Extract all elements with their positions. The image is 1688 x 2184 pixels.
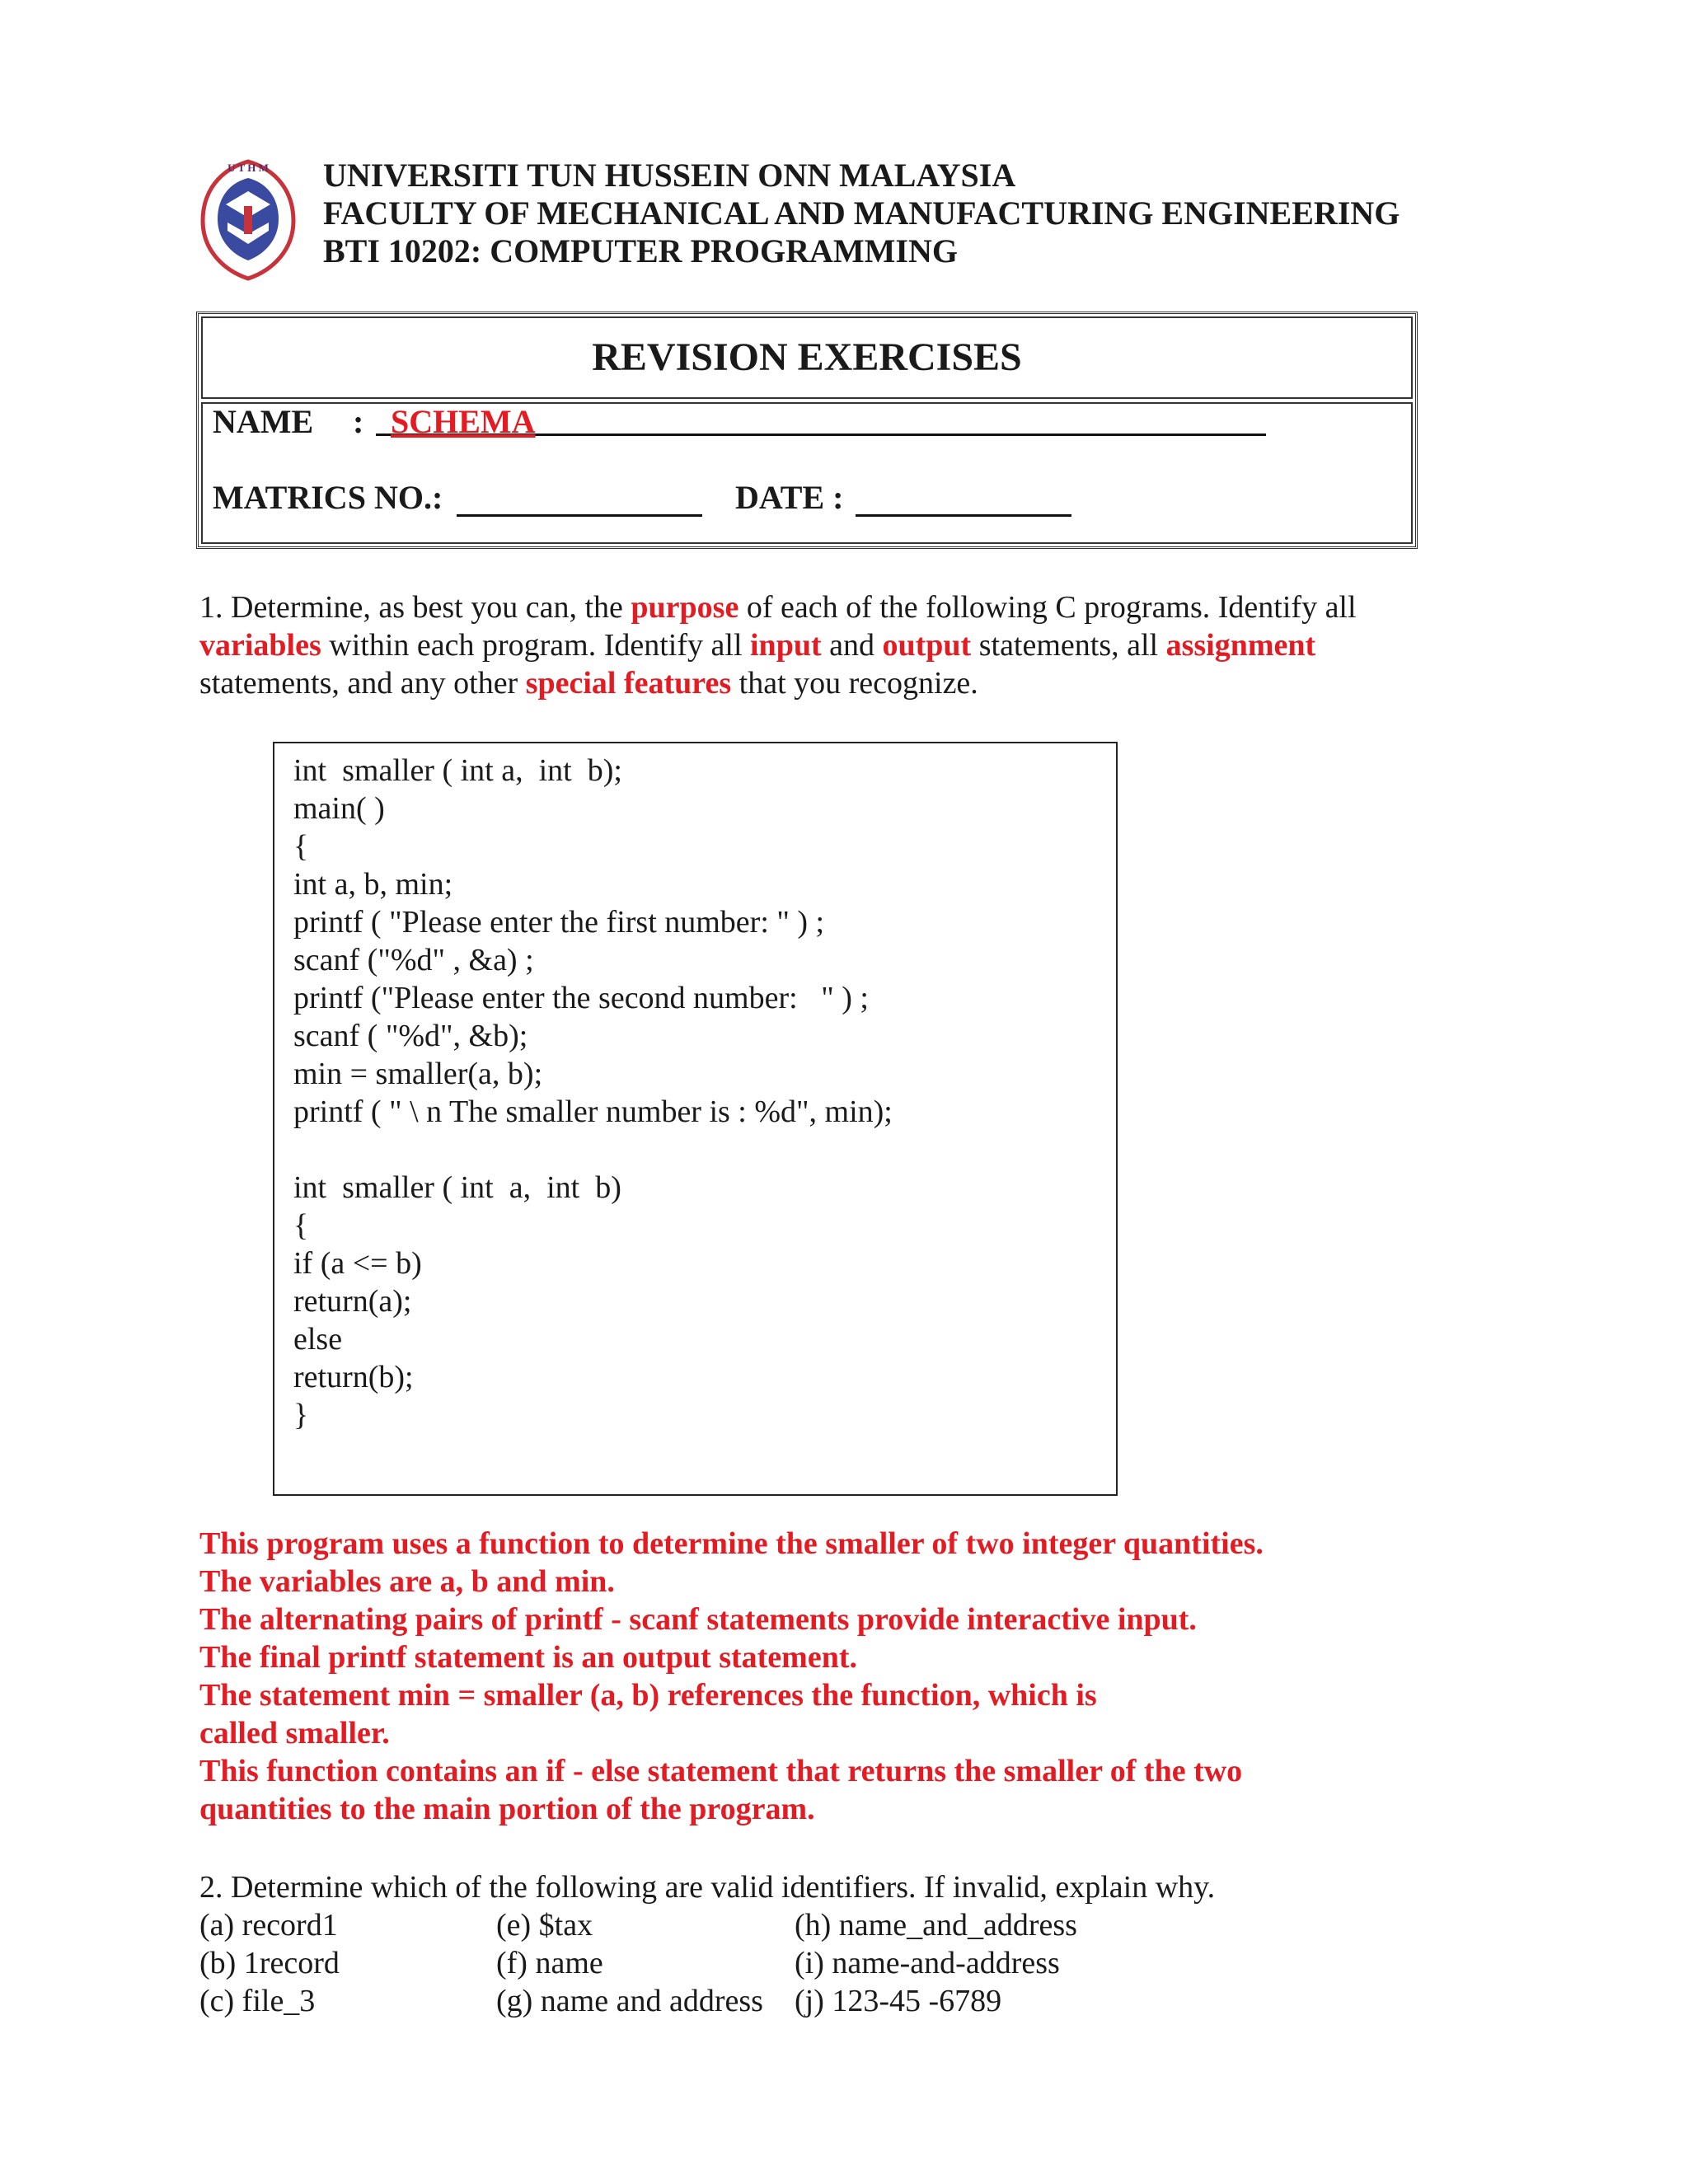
code-line: int smaller ( int a, int b); — [293, 753, 622, 788]
date-label: DATE : — [735, 479, 844, 516]
option-item: (j) 123-45 -6789 — [795, 1984, 1002, 2018]
code-line: { — [293, 1208, 309, 1243]
q1-line-1: 1. Determine, as best you can, the purpose of each of the following C programs. Identify all — [199, 590, 1357, 625]
code-line: printf ( " \ n The smaller number is : %d", min); — [293, 1094, 893, 1129]
university-name: UNIVERSITI TUN HUSSEIN ONN MALAYSIA — [323, 157, 1016, 194]
option-item: (f) name — [496, 1946, 603, 1980]
answer-line: This function contains an if - else statement that returns the smaller of the two — [199, 1754, 1243, 1788]
code-line: scanf ( "%d", &b); — [293, 1019, 528, 1053]
code-line: int smaller ( int a, int b) — [293, 1170, 621, 1205]
option-item: (e) $tax — [496, 1908, 593, 1943]
option-item: (i) name-and-address — [795, 1946, 1060, 1980]
q2-prompt: 2. Determine which of the following are valid identifiers. If invalid, explain why. — [199, 1870, 1216, 1905]
code-line: main( ) — [293, 791, 385, 826]
answer-line: The alternating pairs of printf - scanf statements provide interactive input. — [199, 1602, 1197, 1637]
name-label: NAME — [213, 403, 314, 440]
code-line: } — [293, 1398, 309, 1432]
q2-column-1 — [199, 1906, 340, 2020]
university-logo — [195, 155, 302, 283]
name-value: SCHEMA — [391, 403, 536, 440]
date-field[interactable] — [856, 483, 1071, 517]
code-line: return(a); — [293, 1284, 412, 1319]
code-line: scanf ("%d" , &a) ; — [293, 943, 534, 977]
code-line: int a, b, min; — [293, 867, 453, 902]
title-row — [201, 316, 1413, 399]
name-separator: : — [353, 403, 364, 440]
q2-column-3 — [795, 1906, 1077, 2020]
faculty-name: FACULTY OF MECHANICAL AND MANUFACTURING ENGINEERING — [323, 194, 1400, 232]
option-item: (a) record1 — [199, 1908, 338, 1943]
code-line: return(b); — [293, 1360, 414, 1394]
matrics-label: MATRICS NO.: — [213, 479, 443, 516]
q1-line-3: statements, and any other special features that you recognize. — [199, 666, 978, 701]
answer-line: The statement min = smaller (a, b) references the function, which is — [199, 1678, 1097, 1713]
code-line: min = smaller(a, b); — [293, 1057, 543, 1091]
code-line: if (a <= b) — [293, 1246, 422, 1281]
option-item: (b) 1record — [199, 1946, 340, 1980]
answer-line: The variables are a, b and min. — [199, 1564, 615, 1599]
answer-line: This program uses a function to determine the smaller of two integer quantities. — [199, 1526, 1264, 1561]
svg-text:U T H M: U T H M — [227, 162, 269, 174]
code-listing — [293, 752, 893, 1434]
code-line: { — [293, 829, 309, 864]
q1-line-2: variables within each program. Identify all input and output statements, all assignment — [199, 628, 1316, 663]
matrics-field[interactable] — [457, 483, 702, 517]
answer-line: The final printf statement is an output statement. — [199, 1640, 857, 1675]
header — [323, 157, 1400, 270]
course-name: BTI 10202: COMPUTER PROGRAMMING — [323, 232, 958, 269]
code-line: printf ( "Please enter the first number: " ) ; — [293, 905, 825, 940]
answer-line: called smaller. — [199, 1716, 390, 1750]
page-title: REVISION EXERCISES — [592, 335, 1022, 379]
option-item: (g) name and address — [496, 1984, 763, 2018]
option-item: (c) file_3 — [199, 1984, 316, 2018]
q2-column-2 — [496, 1906, 763, 2020]
answer-line: quantities to the main portion of the program. — [199, 1792, 815, 1826]
code-line: else — [293, 1322, 343, 1357]
answer-block — [199, 1525, 1264, 1828]
code-line — [293, 1131, 893, 1169]
option-item: (h) name_and_address — [795, 1908, 1077, 1943]
code-line: printf ("Please enter the second number: " ) ; — [293, 981, 869, 1015]
